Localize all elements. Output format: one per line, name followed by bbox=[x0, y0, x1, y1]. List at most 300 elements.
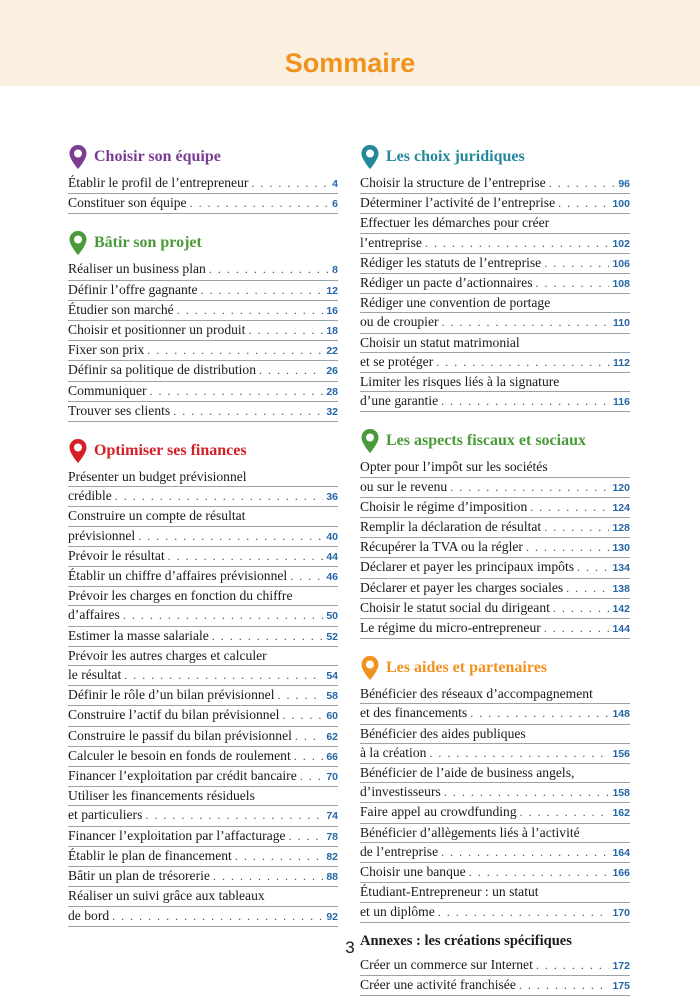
dot-leader bbox=[441, 392, 610, 410]
toc-entry[interactable] bbox=[68, 361, 338, 381]
toc-entry-text: Limiter les risques liés à la signature bbox=[360, 374, 560, 390]
toc-entry-line bbox=[68, 174, 338, 194]
toc-entry-text: et se protéger bbox=[360, 353, 434, 369]
dot-leader bbox=[444, 783, 610, 801]
toc-entry[interactable] bbox=[360, 254, 630, 274]
toc-entry[interactable] bbox=[360, 883, 630, 922]
toc-entry[interactable] bbox=[68, 867, 338, 887]
toc-entry-line bbox=[68, 547, 338, 567]
dot-leader bbox=[290, 567, 323, 585]
toc-entry[interactable] bbox=[68, 747, 338, 767]
toc-entry-text: Bénéficier de l’aide de business angels, bbox=[360, 765, 575, 781]
toc-page-number: 44 bbox=[326, 550, 338, 563]
toc-entry-line bbox=[68, 527, 338, 547]
toc-entry[interactable] bbox=[360, 294, 630, 333]
toc-page-number: 124 bbox=[612, 501, 630, 514]
section-heading[interactable] bbox=[68, 226, 338, 260]
toc-entry[interactable] bbox=[360, 498, 630, 518]
toc-entry-line bbox=[360, 458, 630, 477]
toc-entry-text: Choisir une banque bbox=[360, 864, 466, 880]
toc-entry-text: Fixer son prix bbox=[68, 342, 145, 358]
toc-page-number: 22 bbox=[326, 345, 338, 358]
toc-entry-line bbox=[360, 538, 630, 558]
toc-entry-text: Financer l’exploitation par l’affacturage bbox=[68, 827, 286, 843]
toc-entry-text: Définir l’offre gagnante bbox=[68, 281, 198, 297]
toc-page-number: 74 bbox=[326, 810, 338, 823]
section-heading[interactable] bbox=[360, 140, 630, 174]
toc-page-number: 130 bbox=[612, 542, 630, 555]
toc-page-number: 92 bbox=[326, 910, 338, 923]
toc-entry-text: Utiliser les financements résiduels bbox=[68, 788, 255, 804]
dot-leader bbox=[544, 254, 609, 272]
toc-page-number: 4 bbox=[332, 178, 338, 190]
toc-entry-text: à la création bbox=[360, 744, 427, 760]
toc-page-number: 16 bbox=[326, 304, 338, 317]
toc-page-number: 78 bbox=[326, 830, 338, 843]
toc-entry[interactable] bbox=[68, 647, 338, 686]
toc-entry-text: Présenter un budget prévisionnel bbox=[68, 469, 247, 485]
toc-entry-text: Rédiger un pacte d’actionnaires bbox=[360, 275, 533, 291]
toc-entry-text: Effectuer les démarches pour créer bbox=[360, 215, 550, 231]
toc-section bbox=[360, 140, 630, 412]
toc-entry[interactable] bbox=[68, 547, 338, 567]
section-items bbox=[360, 685, 630, 922]
toc-entry-line bbox=[68, 361, 338, 381]
toc-page-number: 128 bbox=[612, 522, 630, 535]
toc-entry-text: Déclarer et payer les principaux impôts bbox=[360, 559, 575, 575]
toc-entry[interactable] bbox=[360, 599, 630, 619]
toc-entry-text: Rédiger une convention de portage bbox=[360, 295, 551, 311]
toc-page-number: 60 bbox=[326, 710, 338, 723]
toc-entry-line bbox=[360, 174, 630, 194]
dot-leader bbox=[168, 547, 324, 565]
toc-entry[interactable] bbox=[68, 281, 338, 301]
dot-leader bbox=[177, 301, 324, 319]
toc-entry[interactable] bbox=[360, 956, 630, 976]
toc-entry-line bbox=[360, 194, 630, 214]
toc-page-number: 120 bbox=[612, 481, 630, 494]
toc-entry-text: Prévoir les charges en fonction du chiffre bbox=[68, 588, 293, 604]
toc-entry[interactable] bbox=[68, 767, 338, 787]
toc-page-number: 138 bbox=[612, 582, 630, 595]
dot-leader bbox=[124, 666, 323, 684]
section-title: Les choix juridiques bbox=[386, 148, 525, 165]
toc-entry-line bbox=[68, 827, 338, 847]
toc-entry[interactable] bbox=[360, 538, 630, 558]
dot-leader bbox=[566, 579, 609, 597]
toc-entry-text: et particuliers bbox=[68, 807, 143, 823]
toc-entry-text: Créer une activité franchisée bbox=[360, 976, 516, 992]
map-pin-icon bbox=[68, 230, 88, 256]
dot-leader bbox=[150, 382, 324, 400]
toc-entry-line bbox=[360, 518, 630, 538]
dot-leader bbox=[295, 727, 323, 745]
toc-entry-text: Choisir la structure de l’entreprise bbox=[360, 175, 546, 190]
toc-entry-text: et des financements bbox=[360, 705, 468, 721]
toc-entry-line bbox=[68, 507, 338, 526]
dot-leader bbox=[289, 827, 324, 845]
toc-entry-line bbox=[68, 867, 338, 887]
toc-entry-text: Étudiant-Entrepreneur : un statut bbox=[360, 884, 539, 900]
dot-leader bbox=[138, 527, 323, 545]
toc-entry[interactable] bbox=[68, 301, 338, 321]
toc-entry-text: Bénéficier des réseaux d’accompagnement bbox=[360, 686, 593, 702]
toc-entry-line bbox=[68, 627, 338, 647]
toc-page-number: 142 bbox=[612, 602, 630, 615]
toc-page-number: 40 bbox=[326, 530, 338, 543]
toc-entry[interactable] bbox=[360, 194, 630, 214]
toc-entry-line bbox=[68, 606, 338, 626]
toc-entry-text: Faire appel au crowdfunding bbox=[360, 804, 517, 820]
section-items bbox=[68, 174, 338, 214]
dot-leader bbox=[201, 281, 324, 299]
toc-page-number: 116 bbox=[613, 396, 630, 409]
toc-entry-text: d’une garantie bbox=[360, 393, 439, 409]
toc-entry-line bbox=[68, 647, 338, 666]
toc-entry[interactable] bbox=[68, 468, 338, 507]
toc-entry-line bbox=[360, 903, 630, 923]
toc-entry-text: Rédiger les statuts de l’entreprise bbox=[360, 254, 542, 270]
toc-page-number: 134 bbox=[612, 562, 630, 575]
toc-entry-line bbox=[68, 907, 338, 927]
toc-entry[interactable] bbox=[360, 764, 630, 803]
toc-page-number: 32 bbox=[326, 405, 338, 418]
toc-entry[interactable] bbox=[68, 627, 338, 647]
toc-entry-line bbox=[360, 725, 630, 744]
dot-leader bbox=[530, 498, 609, 516]
toc-entry-line bbox=[360, 392, 630, 412]
toc-entry[interactable] bbox=[360, 725, 630, 764]
toc-entry-text: Créer un commerce sur Internet bbox=[360, 956, 533, 972]
toc-entry-text: Construire le passif du bilan prévisionnel bbox=[68, 727, 292, 743]
toc-entry[interactable] bbox=[68, 787, 338, 826]
toc-entry-text: Prévoir le résultat bbox=[68, 547, 165, 563]
dot-leader bbox=[520, 803, 610, 821]
toc-entry[interactable] bbox=[68, 827, 338, 847]
toc-entry-text: Remplir la déclaration de résultat bbox=[360, 519, 542, 535]
toc-entry[interactable] bbox=[68, 706, 338, 726]
dot-leader bbox=[300, 767, 324, 785]
toc-entry-line bbox=[68, 260, 338, 280]
dot-leader bbox=[147, 341, 323, 359]
section-heading[interactable] bbox=[360, 651, 630, 685]
toc-page-number: 102 bbox=[612, 237, 630, 250]
toc-entry-line bbox=[68, 301, 338, 321]
dot-leader bbox=[469, 863, 610, 881]
toc-page-number: 26 bbox=[326, 365, 338, 378]
toc-entry[interactable] bbox=[360, 274, 630, 294]
toc-entry-line bbox=[360, 956, 630, 976]
toc-entry-text: ou sur le revenu bbox=[360, 478, 448, 494]
toc-entry-line bbox=[360, 558, 630, 578]
toc-entry-line bbox=[360, 334, 630, 353]
page-number: 3 bbox=[345, 938, 355, 957]
toc-entry[interactable] bbox=[360, 458, 630, 497]
toc-entry-line bbox=[68, 767, 338, 787]
dot-leader bbox=[251, 174, 329, 192]
toc-page-number: 54 bbox=[326, 670, 338, 683]
toc-page-number: 110 bbox=[613, 317, 630, 330]
toc-page-number: 58 bbox=[326, 690, 338, 703]
toc-entry-text: Étudier son marché bbox=[68, 301, 174, 317]
toc-entry-text: Choisir un statut matrimonial bbox=[360, 334, 520, 350]
toc-entry-text: Réaliser un business plan bbox=[68, 261, 206, 277]
dot-leader bbox=[112, 907, 323, 925]
dot-leader bbox=[553, 599, 610, 617]
section-gap bbox=[68, 422, 338, 434]
toc-entry-text: Établir un chiffre d’affaires prévisionnel bbox=[68, 568, 288, 584]
toc-entry[interactable] bbox=[360, 803, 630, 823]
toc-entry-text: Bénéficier des aides publiques bbox=[360, 725, 526, 741]
toc-section bbox=[68, 140, 338, 214]
toc-entry-line bbox=[360, 274, 630, 294]
toc-entry-line bbox=[360, 498, 630, 518]
toc-entry[interactable] bbox=[68, 507, 338, 546]
right-column bbox=[360, 140, 630, 996]
dot-leader bbox=[190, 194, 330, 212]
toc-entry[interactable] bbox=[68, 382, 338, 402]
toc-entry-text: le résultat bbox=[68, 667, 122, 683]
toc-page-number: 162 bbox=[612, 807, 630, 820]
toc-entry-text: Choisir et positionner un produit bbox=[68, 322, 246, 338]
dot-leader bbox=[442, 313, 611, 331]
toc-section bbox=[68, 214, 338, 422]
toc-entry-line bbox=[360, 843, 630, 863]
dot-leader bbox=[123, 606, 323, 624]
toc-entry-text: Choisir le régime d’imposition bbox=[360, 498, 528, 514]
toc-entry[interactable] bbox=[360, 685, 630, 724]
page-title: Sommaire bbox=[284, 48, 416, 78]
toc-entry[interactable] bbox=[360, 558, 630, 578]
toc-entry-text: Le régime du micro-entrepreneur bbox=[360, 620, 541, 636]
toc-page-number: 6 bbox=[332, 198, 338, 211]
dot-leader bbox=[259, 361, 323, 379]
toc-page-number: 164 bbox=[612, 846, 630, 859]
toc-page-number: 172 bbox=[612, 959, 630, 972]
toc-entry-text: Estimer la masse salariale bbox=[68, 627, 209, 643]
toc-entry-text: Déclarer et payer les charges sociales bbox=[360, 579, 564, 595]
toc-entry[interactable] bbox=[68, 260, 338, 280]
toc-entry-text: d’investisseurs bbox=[360, 784, 441, 800]
toc-entry-line bbox=[360, 353, 630, 373]
dot-leader bbox=[429, 744, 609, 762]
toc-entry-text: Définir sa politique de distribution bbox=[68, 362, 257, 378]
section-title: Optimiser ses finances bbox=[94, 442, 247, 460]
dot-leader bbox=[278, 686, 324, 704]
toc-entry-text: crédible bbox=[68, 488, 112, 504]
toc-page-number: 66 bbox=[326, 750, 338, 763]
toc-section bbox=[360, 412, 630, 639]
section-heading[interactable] bbox=[68, 140, 338, 174]
toc-page-number: 62 bbox=[326, 730, 338, 743]
dot-leader bbox=[282, 706, 323, 724]
toc-entry-line bbox=[360, 579, 630, 599]
dot-leader bbox=[526, 538, 610, 556]
toc-page-number: 28 bbox=[326, 385, 338, 398]
toc-entry-line bbox=[360, 214, 630, 233]
toc-entry[interactable] bbox=[360, 579, 630, 599]
toc-entry[interactable] bbox=[360, 976, 630, 996]
toc-entry-line bbox=[68, 747, 338, 767]
toc-entry[interactable] bbox=[68, 321, 338, 341]
toc-entry[interactable] bbox=[68, 847, 338, 867]
dot-leader bbox=[248, 321, 323, 339]
toc-entry-line bbox=[68, 686, 338, 706]
toc-entry-line bbox=[68, 281, 338, 301]
toc-entry-line bbox=[68, 587, 338, 606]
section-gap bbox=[360, 639, 630, 651]
toc-entry[interactable] bbox=[360, 518, 630, 538]
toc-page-number: 12 bbox=[326, 284, 338, 297]
dot-leader bbox=[536, 956, 610, 974]
dot-leader bbox=[558, 194, 609, 212]
toc-entry[interactable] bbox=[68, 341, 338, 361]
toc-entry[interactable] bbox=[68, 194, 338, 214]
toc-entry-line bbox=[360, 803, 630, 823]
toc-entry-text: et un diplôme bbox=[360, 903, 435, 919]
section-title: Choisir son équipe bbox=[94, 148, 221, 165]
toc-entry-line bbox=[360, 976, 630, 996]
dot-leader bbox=[115, 487, 324, 505]
toc-entry-line bbox=[68, 194, 338, 214]
toc-page-number: 144 bbox=[612, 623, 630, 636]
annexes-title: Annexes : les créations spécifiques bbox=[360, 932, 572, 949]
toc-page-number: 108 bbox=[612, 278, 630, 291]
map-pin-icon bbox=[360, 428, 380, 454]
toc-entry-text: Construire un compte de résultat bbox=[68, 508, 246, 524]
toc-entry[interactable] bbox=[68, 174, 338, 194]
toc-entry[interactable] bbox=[360, 373, 630, 412]
toc-entry[interactable] bbox=[360, 214, 630, 253]
toc-entry-line bbox=[68, 666, 338, 686]
dot-leader bbox=[212, 627, 324, 645]
dot-leader bbox=[577, 558, 609, 576]
dot-leader bbox=[425, 234, 610, 252]
toc-entry[interactable] bbox=[68, 686, 338, 706]
toc-entry[interactable] bbox=[360, 863, 630, 883]
dot-leader bbox=[549, 174, 616, 192]
dot-leader bbox=[544, 619, 610, 637]
toc-entry-line bbox=[68, 727, 338, 747]
toc-page-number: 8 bbox=[332, 264, 338, 277]
toc-entry-text: Financer l’exploitation par crédit bancaire bbox=[68, 768, 297, 784]
dot-leader bbox=[173, 402, 323, 420]
toc-entry[interactable] bbox=[360, 619, 630, 639]
toc-page-number: 82 bbox=[326, 850, 338, 863]
section-heading[interactable] bbox=[360, 424, 630, 458]
toc-page-number: 175 bbox=[612, 979, 630, 992]
dot-leader bbox=[294, 747, 324, 765]
toc-entry-line bbox=[360, 685, 630, 704]
dot-leader bbox=[235, 847, 324, 865]
section-title: Les aides et partenaires bbox=[386, 659, 548, 677]
section-gap bbox=[68, 214, 338, 226]
toc-page-number: 148 bbox=[612, 708, 630, 721]
toc-entry-text: Trouver ses clients bbox=[68, 402, 171, 418]
toc-entry[interactable] bbox=[360, 824, 630, 863]
section-gap bbox=[360, 412, 630, 424]
toc-entry-text: Réaliser un suivi grâce aux tableaux bbox=[68, 888, 265, 904]
toc-entry[interactable] bbox=[360, 334, 630, 373]
toc-entry-text: Construire l’actif du bilan prévisionnel bbox=[68, 707, 280, 723]
toc-entry-line bbox=[360, 883, 630, 902]
toc-page-number: 106 bbox=[612, 257, 630, 270]
toc-entry-line bbox=[68, 341, 338, 361]
toc-entry-text: Communiquer bbox=[68, 382, 147, 398]
section-items bbox=[360, 458, 630, 639]
toc-entry-line bbox=[360, 783, 630, 803]
toc-entry-text: Constituer son équipe bbox=[68, 195, 187, 211]
toc-entry-text: l’entreprise bbox=[360, 234, 422, 250]
toc-page-number: 166 bbox=[612, 867, 630, 880]
toc-entry-line bbox=[360, 704, 630, 724]
map-pin-icon bbox=[68, 144, 88, 170]
toc-entry-line bbox=[360, 863, 630, 883]
toc-entry[interactable] bbox=[68, 887, 338, 926]
toc-entry[interactable] bbox=[68, 587, 338, 626]
toc-entry-text: Établir le profil de l’entrepreneur bbox=[68, 175, 249, 190]
dot-leader bbox=[450, 478, 609, 496]
toc-page-number: 112 bbox=[613, 356, 630, 369]
toc-page-number: 50 bbox=[326, 610, 338, 623]
toc-entry-line bbox=[360, 764, 630, 783]
toc-entry-text: d’affaires bbox=[68, 607, 120, 623]
toc-entry-text: Choisir le statut social du dirigeant bbox=[360, 599, 550, 615]
dot-leader bbox=[470, 704, 609, 722]
toc-entry[interactable] bbox=[68, 727, 338, 747]
toc-page-number: 158 bbox=[612, 787, 630, 800]
toc-entry-text: Récupérer la TVA ou la régler bbox=[360, 539, 523, 555]
toc-entry[interactable] bbox=[360, 174, 630, 194]
map-pin-icon bbox=[360, 144, 380, 170]
toc-entry-line bbox=[68, 567, 338, 587]
toc-page-number: 18 bbox=[326, 325, 338, 338]
section-heading[interactable] bbox=[68, 434, 338, 468]
dot-leader bbox=[536, 274, 610, 292]
toc-entry-line bbox=[360, 313, 630, 333]
section-items bbox=[360, 174, 630, 412]
toc-entry-line bbox=[360, 824, 630, 843]
dot-leader bbox=[438, 903, 610, 921]
section-title: Les aspects fiscaux et sociaux bbox=[386, 432, 586, 450]
toc-page-number: 52 bbox=[326, 630, 338, 643]
toc-page-number: 46 bbox=[326, 571, 338, 584]
toc-entry-line bbox=[68, 787, 338, 806]
toc-entry-line bbox=[68, 382, 338, 402]
toc-entry-text: Opter pour l’impôt sur les sociétés bbox=[360, 459, 548, 475]
toc-entry-text: Établir le plan de financement bbox=[68, 847, 232, 863]
toc-entry-text: Prévoir les autres charges et calculer bbox=[68, 647, 267, 663]
toc-entry-line bbox=[68, 706, 338, 726]
section-items bbox=[68, 260, 338, 422]
toc-page-number: 70 bbox=[326, 771, 338, 784]
left-column bbox=[68, 140, 338, 927]
toc-entry-line bbox=[360, 294, 630, 313]
section-items bbox=[68, 468, 338, 927]
toc-entry-line bbox=[360, 619, 630, 639]
dot-leader bbox=[145, 806, 323, 824]
dot-leader bbox=[213, 867, 323, 885]
toc-page-number: 156 bbox=[612, 747, 630, 760]
toc-entry[interactable] bbox=[68, 567, 338, 587]
toc-entry-line bbox=[68, 321, 338, 341]
toc-entry-text: ou de croupier bbox=[360, 314, 439, 330]
toc-page-number: 170 bbox=[612, 906, 630, 919]
toc-page-number: 88 bbox=[326, 871, 338, 884]
toc-entry-text: Bâtir un plan de trésorerie bbox=[68, 868, 210, 884]
toc-entry[interactable] bbox=[68, 402, 338, 422]
dot-leader bbox=[436, 353, 610, 371]
